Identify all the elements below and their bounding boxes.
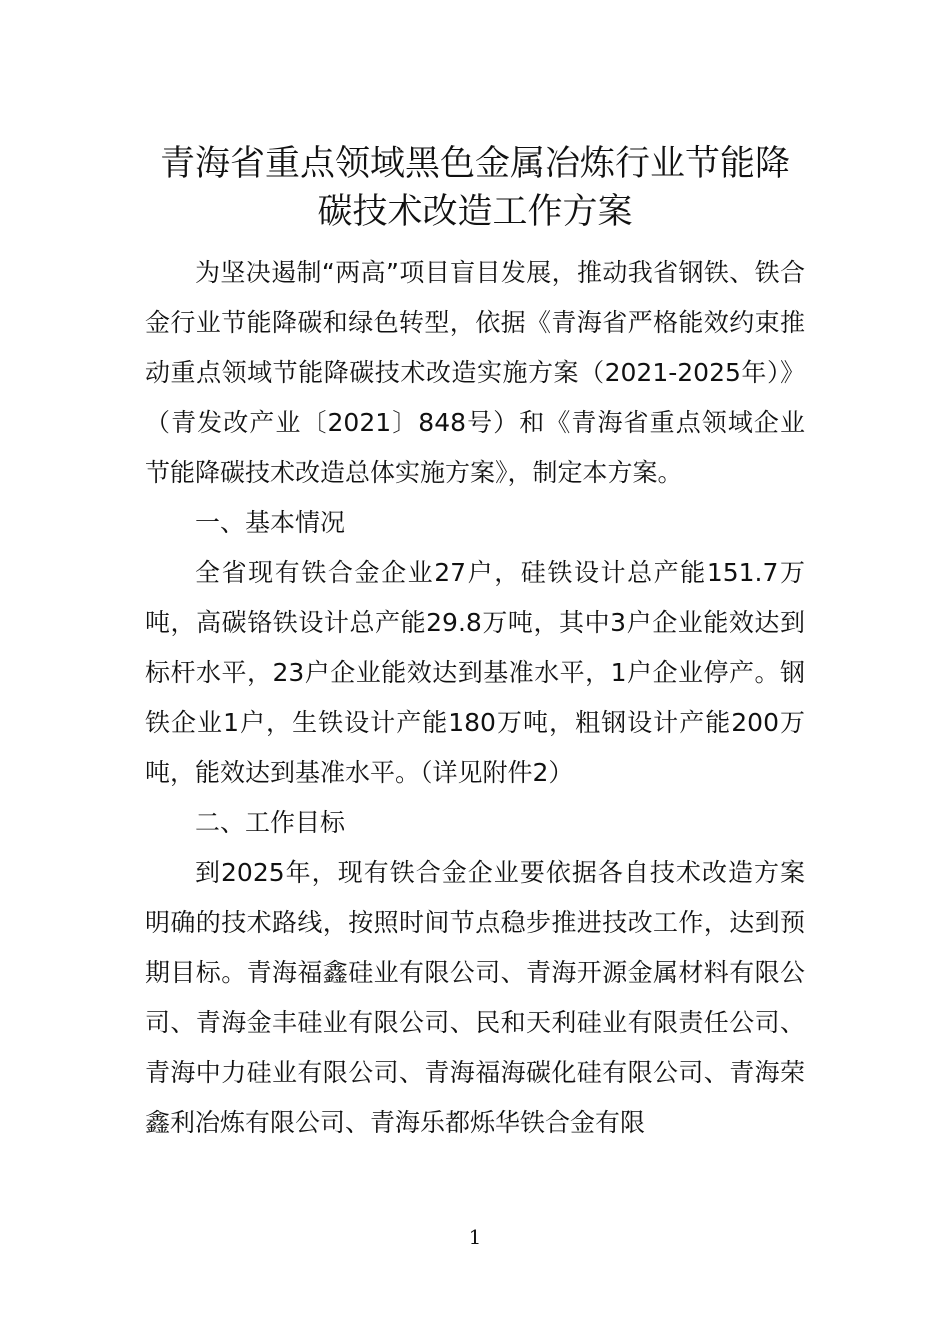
document-body [145,248,805,1148]
page-number: 1 [468,1225,482,1249]
basic-situation-paragraph: 全省现有铁合金企业27户，硅铁设计总产能151.7万吨，高碳铬铁设计总产能29.8万吨，其中3户企业能效达到标杆水平，23户企业能效达到基准水平，1户企业停产。钢铁企业1户，生铁设计产能180万吨，粗钢设计产能200万吨，能效达到基准水平。（详见附件2） [145,558,805,787]
work-goals-paragraph: 到2025年，现有铁合金企业要依据各自技术改造方案明确的技术路线，按照时间节点稳步推进技改工作，达到预期目标。青海福鑫硅业有限公司、青海开源金属材料有限公司、青海金丰硅业有限公司、民和天利硅业有限责任公司、青海中力硅业有限公司、青海福海碳化硅有限公司、青海荣鑫利冶炼有限公司、青海乐都烁华铁合金有限 [145,858,805,1137]
section-heading-basic-situation: 一、基本情况 [195,508,346,537]
document-title-line-2: 碳技术改造工作方案 [317,192,633,232]
intro-paragraph: 为坚决遏制“两高”项目盲目发展，推动我省钢铁、铁合金行业节能降碳和绿色转型，依据《青海省严格能效约束推动重点领域节能降碳技术改造实施方案（2021-2025年）》（青发改产业〔2021〕848号）和《青海省重点领域企业节能降碳技术改造总体实施方案》，制定本方案。 [145,258,805,487]
section-heading-work-goals: 二、工作目标 [195,808,346,837]
document-title-line-1: 青海省重点领域黑色金属冶炼行业节能降 [159,144,790,184]
